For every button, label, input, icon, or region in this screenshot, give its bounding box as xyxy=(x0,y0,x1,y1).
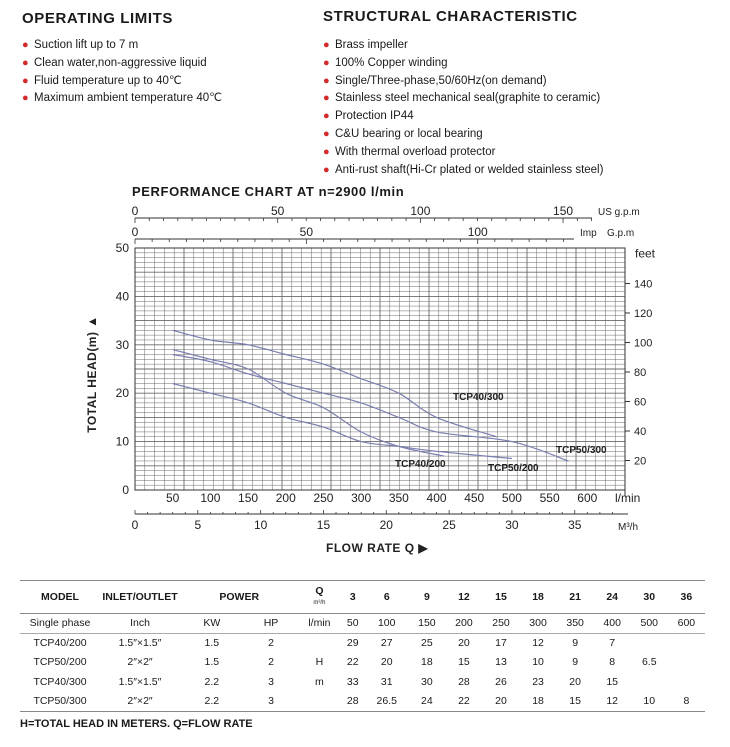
header-q-24: 24 xyxy=(594,581,631,614)
x-lmin-tick-label: 550 xyxy=(539,491,560,505)
us-gpm-tick-label: 0 xyxy=(131,204,139,218)
y-tick-label: 10 xyxy=(115,434,129,449)
table-cell: 15 xyxy=(557,692,594,712)
cell-hp: HP xyxy=(244,614,299,634)
list-item: ● Fluid temperature up to 40℃ xyxy=(22,73,222,91)
feet-tick-label: 60 xyxy=(634,396,647,409)
table-sub-row xyxy=(20,614,705,634)
table-cell: 20 xyxy=(482,692,519,712)
imp-gpm-tick-label: 100 xyxy=(467,225,488,239)
table-cell: 33 xyxy=(346,675,359,688)
table-cell: 250 xyxy=(482,614,519,634)
table-cell: 1.5 xyxy=(204,637,220,649)
table-row xyxy=(20,672,705,692)
imp-gpm-tick-label: 50 xyxy=(299,225,314,239)
series-label: TCP50/200 xyxy=(488,463,539,474)
table-cell: 15 xyxy=(458,656,470,669)
bullet-icon: ● xyxy=(323,145,330,158)
table-cell: 3 xyxy=(268,675,274,688)
feet-tick-label: 100 xyxy=(634,337,653,350)
x-m3h-tick-label: 0 xyxy=(131,518,139,532)
feet-tick-label: 40 xyxy=(634,425,647,438)
list-item: ● Single/Three-phase,50/60Hz(on demand) xyxy=(323,73,603,91)
table-cell: 26 xyxy=(495,675,507,688)
y-tick-label: 50 xyxy=(115,241,129,255)
x-lmin-tick-label: 100 xyxy=(200,491,221,505)
x-lmin-tick-label: 450 xyxy=(464,491,485,505)
table-cell: 24 xyxy=(408,692,445,712)
table-cell: 2″×2″ xyxy=(127,656,153,669)
table-cell: 28 xyxy=(458,675,470,688)
table-cell: 10 xyxy=(532,656,544,669)
header-q: Q m³/h xyxy=(298,581,340,614)
table-cell xyxy=(668,672,705,692)
feet-tick-label: 80 xyxy=(634,366,647,379)
table-cell: 25 xyxy=(421,637,433,649)
header-model: MODEL xyxy=(20,581,100,614)
table-cell: 13 xyxy=(495,656,507,669)
series-label: TCP40/300 xyxy=(453,392,504,403)
list-item: ● Clean water,non-aggressive liquid xyxy=(22,55,222,73)
table-cell: 350 xyxy=(557,614,594,634)
performance-table xyxy=(20,580,705,712)
table-cell: 20 xyxy=(380,656,393,669)
bullet-icon: ● xyxy=(323,127,330,140)
x-lmin-tick-label: 50 xyxy=(166,491,180,505)
x-m3h-tick-label: 25 xyxy=(442,518,456,532)
table-cell: 2″×2″ xyxy=(100,692,180,712)
structural-title: STRUCTURAL CHARACTERISTIC xyxy=(323,8,578,25)
table-cell: 22 xyxy=(346,656,359,669)
table-cell: 50 xyxy=(340,614,365,634)
header-q-18: 18 xyxy=(520,581,557,614)
y-tick-label: 40 xyxy=(115,289,129,304)
x-lmin-tick-label: 250 xyxy=(313,491,334,505)
table-cell: 2 xyxy=(268,656,274,669)
cell-lmin: l/min xyxy=(298,614,340,634)
table-cell: 20 xyxy=(458,637,470,649)
header-q-21: 21 xyxy=(557,581,594,614)
operating-limits-title: OPERATING LIMITS xyxy=(22,10,173,27)
bullet-icon: ● xyxy=(22,39,29,51)
x-lmin-unit-label: l/min xyxy=(615,491,641,505)
table-cell: 9 xyxy=(572,637,579,649)
bullet-icon: ● xyxy=(323,56,330,69)
table-cell: 27 xyxy=(380,637,393,649)
bullet-icon: ● xyxy=(323,74,330,87)
list-item: ● Suction lift up to 7 m xyxy=(22,37,222,55)
table-cell: 23 xyxy=(532,675,544,688)
list-item: ● Protection IP44 xyxy=(323,108,603,126)
table-cell: 100 xyxy=(365,614,408,634)
table-cell: TCP40/300 xyxy=(33,675,87,688)
imp-gpm-unit-label: G.p.m xyxy=(607,228,635,239)
bullet-icon: ● xyxy=(22,56,29,69)
table-row xyxy=(20,653,705,673)
bullet-icon: ● xyxy=(323,163,330,176)
header-q-15: 15 xyxy=(482,581,519,614)
table-cell: 26.5 xyxy=(365,692,408,712)
header-inlet-outlet: INLET/OUTLET xyxy=(100,581,180,614)
table-cell: 31 xyxy=(380,675,393,688)
bullet-icon: ● xyxy=(323,110,330,123)
table-cell xyxy=(668,653,705,673)
us-gpm-tick-label: 150 xyxy=(553,204,574,218)
table-cell xyxy=(298,692,340,712)
bullet-icon: ● xyxy=(22,92,29,105)
table-cell: TCP50/300 xyxy=(20,692,100,712)
table-cell: 500 xyxy=(631,614,668,634)
header-q-6: 6 xyxy=(365,581,408,614)
list-item: ● 100% Copper winding xyxy=(323,55,603,73)
table-cell: 29 xyxy=(346,637,359,649)
header-q-9: 9 xyxy=(408,581,445,614)
table-cell: 600 xyxy=(668,614,705,634)
us-gpm-tick-label: 50 xyxy=(271,204,285,218)
x-m3h-tick-label: 35 xyxy=(568,518,582,532)
header-q-12: 12 xyxy=(445,581,482,614)
x-lmin-tick-label: 350 xyxy=(388,491,409,505)
table-cell: 10 xyxy=(631,692,668,712)
x-m3h-tick-label: 20 xyxy=(379,518,393,532)
y-tick-label: 0 xyxy=(122,483,129,497)
table-cell: 8 xyxy=(668,692,705,712)
x-lmin-tick-label: 150 xyxy=(238,491,259,505)
feet-tick-label: 140 xyxy=(634,278,653,291)
cell-m-label: m xyxy=(315,675,324,688)
table-row xyxy=(20,633,705,653)
chart-title: PERFORMANCE CHART AT n=2900 l/min xyxy=(132,184,405,199)
table-cell xyxy=(631,633,668,653)
imp-gpm-unit-label: Imp xyxy=(580,228,597,239)
y-tick-label: 20 xyxy=(115,386,129,401)
x-m3h-tick-label: 15 xyxy=(316,518,331,532)
x-m3h-unit-label: M³/h xyxy=(618,522,638,533)
table-cell: 22 xyxy=(445,692,482,712)
bullet-icon: ● xyxy=(323,92,330,105)
x-m3h-tick-label: 5 xyxy=(194,518,202,532)
list-item: ● Brass impeller xyxy=(323,37,603,55)
table-cell: 15 xyxy=(606,675,619,688)
table-cell: 20 xyxy=(569,675,581,688)
bullet-icon: ● xyxy=(323,39,330,51)
us-gpm-tick-label: 100 xyxy=(410,204,431,218)
cell-h-label: H xyxy=(315,656,324,669)
feet-tick-label: 120 xyxy=(634,307,653,320)
table-cell: 1.5″×1.5″ xyxy=(118,675,162,688)
y-tick-label: 30 xyxy=(115,337,129,352)
imp-gpm-tick-label: 0 xyxy=(131,225,139,239)
bullet-icon: ● xyxy=(22,74,29,87)
table-cell: 18 xyxy=(421,656,433,669)
series-label: TCP50/300 xyxy=(556,445,607,456)
table-cell: 2.2 xyxy=(204,675,220,688)
table-cell: 1.5″×1.5″ xyxy=(118,637,162,649)
header-q-3: 3 xyxy=(340,581,365,614)
x-lmin-tick-label: 500 xyxy=(501,491,522,505)
table-cell: 12 xyxy=(594,692,631,712)
list-item: ● Anti-rust shaft(Hi-Cr plated or welded stainless steel) xyxy=(323,162,603,180)
series-label: TCP40/200 xyxy=(395,459,446,470)
feet-unit-label: feet xyxy=(635,246,656,261)
table-row xyxy=(20,692,705,712)
header-power: POWER xyxy=(180,581,298,614)
x-lmin-tick-label: 400 xyxy=(426,491,447,505)
cell-inch: Inch xyxy=(100,614,180,634)
table-cell xyxy=(668,633,705,653)
header-q-36: 36 xyxy=(668,581,705,614)
table-cell: 9 xyxy=(572,656,579,669)
cell-kw: KW xyxy=(180,614,244,634)
footnote: H=TOTAL HEAD IN METERS. Q=FLOW RATE xyxy=(20,718,253,730)
table-cell: 3 xyxy=(244,692,299,712)
table-cell xyxy=(298,633,340,653)
x-m3h-tick-label: 30 xyxy=(505,518,519,532)
us-gpm-unit-label: US g.p.m xyxy=(598,207,640,218)
table-cell: TCP40/200 xyxy=(33,637,87,649)
table-cell: 30 xyxy=(421,675,433,688)
table-cell: 2.2 xyxy=(180,692,244,712)
table-header-row xyxy=(20,581,705,614)
table-cell: 7 xyxy=(609,637,616,649)
table-cell: 1.5 xyxy=(204,656,220,669)
x-m3h-tick-label: 10 xyxy=(253,518,268,532)
header-q-30: 30 xyxy=(631,581,668,614)
table-cell: 6.5 xyxy=(641,656,657,669)
table-cell: 12 xyxy=(532,637,544,649)
table-cell: 2 xyxy=(268,637,274,649)
list-item: ● C&U bearing or local bearing xyxy=(323,126,603,144)
y-axis-label: TOTAL HEAD(m) ▲ xyxy=(85,315,99,433)
x-lmin-tick-label: 200 xyxy=(275,491,296,505)
table-cell: 17 xyxy=(495,637,507,649)
x-lmin-tick-label: 600 xyxy=(577,491,598,505)
table-cell: 18 xyxy=(520,692,557,712)
table-cell: 150 xyxy=(408,614,445,634)
table-cell xyxy=(631,672,668,692)
cell-single-phase: Single phase xyxy=(20,614,100,634)
table-cell: 200 xyxy=(445,614,482,634)
feet-tick-label: 20 xyxy=(634,455,647,468)
table-cell: 400 xyxy=(594,614,631,634)
table-cell: 8 xyxy=(609,656,616,669)
table-cell: 300 xyxy=(520,614,557,634)
x-axis-label: FLOW RATE Q ▶ xyxy=(326,541,429,555)
list-item: ● Maximum ambient temperature 40℃ xyxy=(22,90,222,108)
list-item: ● With thermal overload protector xyxy=(323,144,603,162)
table-cell: TCP50/200 xyxy=(33,656,87,669)
table-cell: 28 xyxy=(340,692,365,712)
list-item: ● Stainless steel mechanical seal(graphite to ceramic) xyxy=(323,90,603,108)
x-lmin-tick-label: 300 xyxy=(351,491,372,505)
